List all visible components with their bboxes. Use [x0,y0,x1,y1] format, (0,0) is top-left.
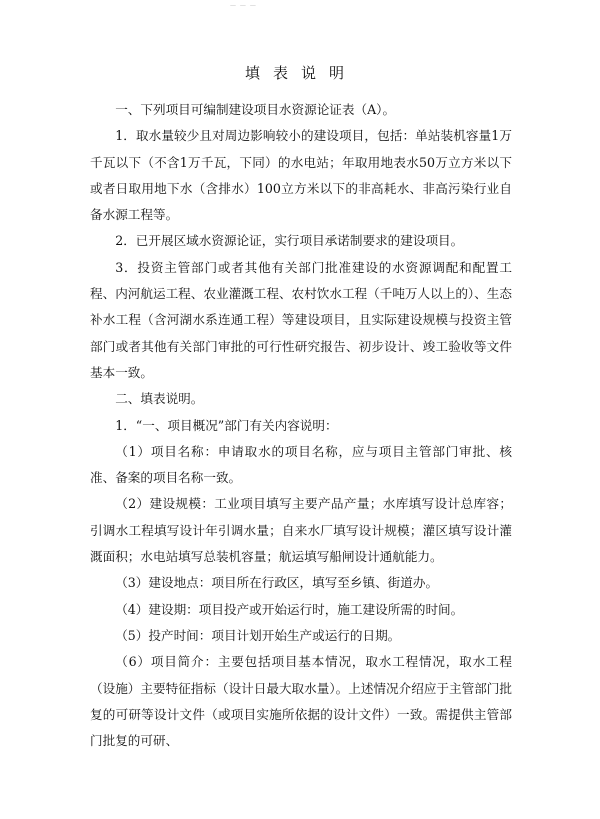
paragraph-project-overview: 1．“一、项目概况”部门有关内容说明： [115,417,338,433]
paragraph-project-name: （1）项目名称：申请取水的项目名称，应与项目主管部门审批、核准、备案的项目名称一致。 [90,443,512,486]
paragraph-section-two: 二、填表说明。 [115,391,204,407]
paragraph-item-2: 2．已开展区域水资源论证，实行项目承诺制要求的建设项目。 [115,233,464,249]
paragraph-operation-date: （5）投产时间：项目计划开始生产或运行的日期。 [115,627,401,643]
document-body [90,97,512,754]
paragraph-project-summary: （6）项目简介：主要包括项目基本情况，取水工程情况，取水工程（设施）主要特征指标（设计日最大取水量）。上述情况介绍应于主管部门批复的可研等设计文件（或项目实施所依据的设计文件）一致。需提供主管部门批复的可研、 [90,654,512,749]
paragraph-item-3: 3．投资主管部门或者其他有关部门批准建设的水资源调配和配置工程、内河航运工程、农业灌溉工程、农村饮水工程（千吨万人以上的）、生态补水工程（含河湖水系连通工程）等建设项目，且实际建设规模与投资主管部门或者其他有关部门审批的可行性研究报告、初步设计、竣工验收等文件基本一致。 [90,259,512,380]
paragraph-construction-scale: （2）建设规模：工业项目填写主要产品产量；水库填写设计总库容；引调水工程填写设计年引调水量；自来水厂填写设计规模；灌区填写设计灌溉面积；水电站填写总装机容量；航运填写船闸设计通航能力。 [90,496,512,565]
paragraph-construction-period: （4）建设期：项目投产或开始运行时，施工建设所需的时间。 [115,601,464,617]
header-mark: — — — [230,2,257,9]
paragraph-section-one: 一、下列项目可编制建设项目水资源论证表（A）。 [115,102,396,117]
paragraph-item-1: 1．取水量较少且对周边影响较小的建设项目，包括：单站装机容量1万千瓦以下（不含1万千瓦，下同）的水电站；年取用地表水50万立方米以下或者日取用地下水（含排水）100立方米以下的非高耗水、非高污染行业自备水源工程等。 [90,128,512,223]
page-title: 填表说明 [244,64,357,82]
paragraph-construction-site: （3）建设地点：项目所在行政区，填写至乡镇、街道办。 [115,575,439,591]
